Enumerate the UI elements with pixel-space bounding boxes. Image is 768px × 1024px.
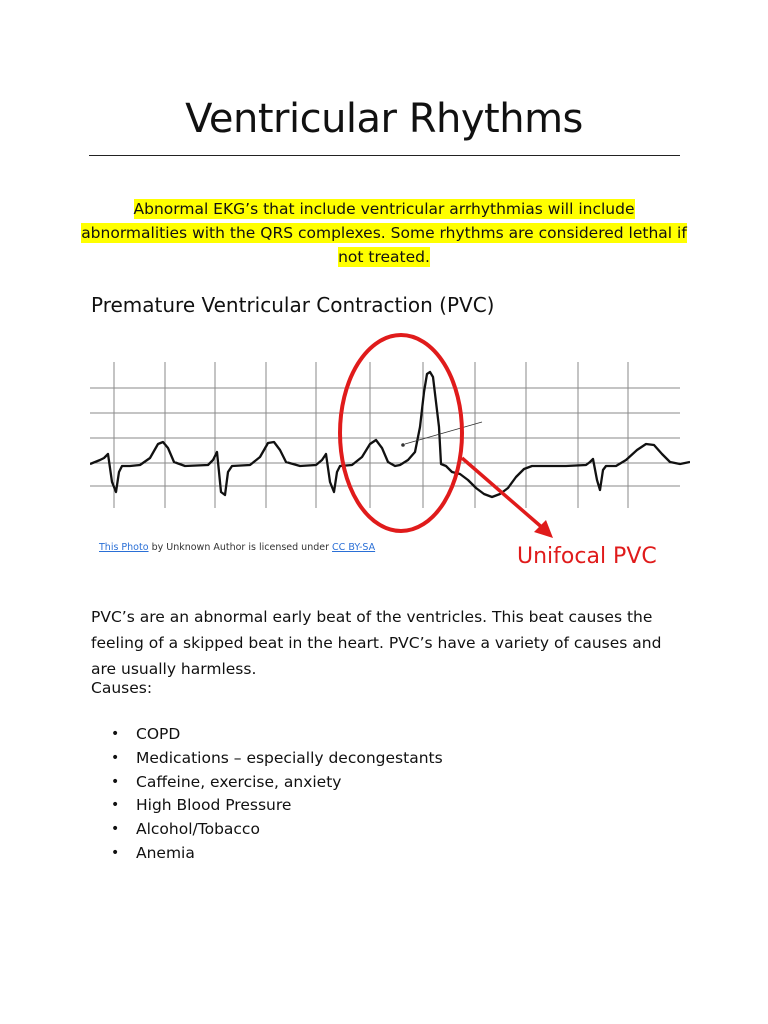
list-item <box>91 723 443 747</box>
intro-highlight <box>80 197 688 269</box>
ekg-strip-image <box>90 332 690 542</box>
license-link[interactable]: CC BY-SA <box>332 542 376 553</box>
list-item <box>91 747 443 771</box>
photo-link[interactable]: This Photo <box>99 542 149 553</box>
list-item <box>91 818 443 842</box>
caption-middle-text: by Unknown Author is licensed under <box>148 542 333 553</box>
cause-text: Medications – especially decongestants <box>136 748 443 767</box>
title-divider <box>89 155 680 156</box>
cause-text: Caffeine, exercise, anxiety <box>136 772 342 791</box>
unifocal-pvc-label: Unifocal PVC <box>517 544 657 569</box>
bullet-icon: • <box>111 821 120 838</box>
list-item <box>91 771 443 795</box>
bullet-icon: • <box>111 749 120 766</box>
small-arrow <box>405 422 482 444</box>
causes-label: Causes: <box>91 679 153 697</box>
page-title: Ventricular Rhythms <box>185 96 583 142</box>
cause-text: Alcohol/Tobacco <box>136 820 260 839</box>
cause-text: Anemia <box>136 843 195 862</box>
pvc-arrow-line <box>462 458 545 530</box>
bullet-icon: • <box>111 797 120 814</box>
bullet-icon: • <box>111 773 120 790</box>
bullet-icon: • <box>111 726 120 742</box>
ekg-grid <box>90 362 680 508</box>
cause-text: COPD <box>136 725 181 743</box>
list-item <box>91 794 443 818</box>
causes-list <box>91 723 443 866</box>
ekg-trace <box>90 372 690 497</box>
bullet-icon: • <box>111 844 120 861</box>
section-heading: Premature Ventricular Contraction (PVC) <box>91 293 495 317</box>
list-item <box>91 842 443 866</box>
cause-text: High Blood Pressure <box>136 796 292 815</box>
intro-text: Abnormal EKG’s that include ventricular arrhythmias will include abnormalities with the QRS complexes. Some rhythms are considered lethal if not treated. <box>81 200 687 266</box>
image-caption <box>99 542 375 553</box>
pvc-description: PVC’s are an abnormal early beat of the ventricles. This beat causes the feeling of a skipped beat in the heart. PVC’s have a variety of causes and are usually harmless. <box>91 608 662 678</box>
